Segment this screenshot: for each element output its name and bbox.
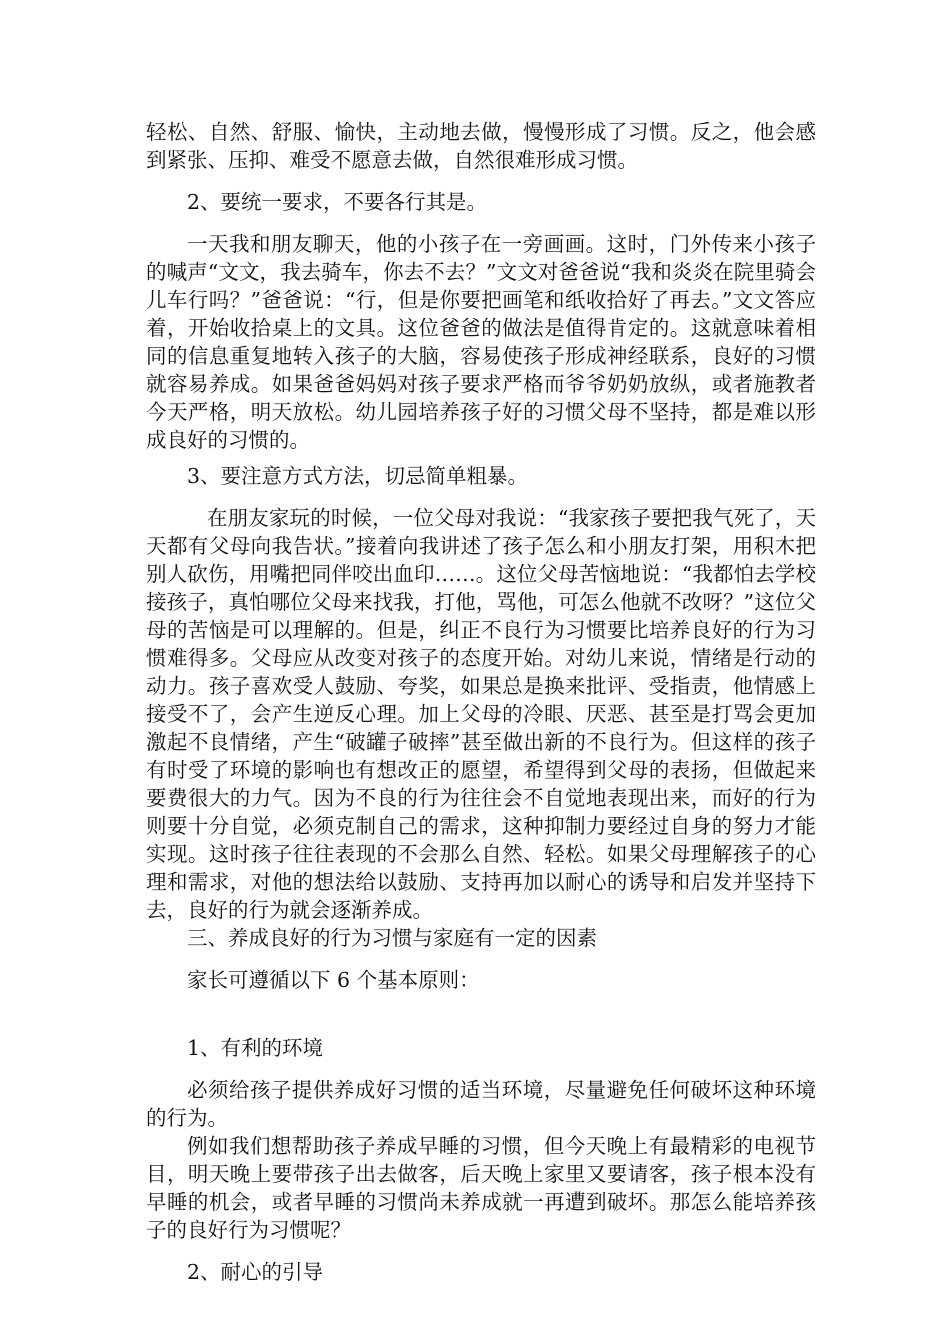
paragraph-early-sleep-example: 例如我们想帮助孩子养成早睡的习惯，但今天晚上有最精彩的电视节目，明天晚上要带孩子出去做客，后天晚上家里又要请客，孩子根本没有早睡的机会，或者早睡的习惯尚未养成就一再遭到破坏。那怎么能培养孩子的良好行为习惯呢？ [146,1134,816,1242]
document-page [146,118,816,1286]
paragraph-continuation: 轻松、自然、舒服、愉快，主动地去做，慢慢形成了习惯。反之，他会感到紧张、压抑、难受不愿意去做，自然很难形成习惯。 [146,120,816,172]
paragraph-environment: 必须给孩子提供养成好习惯的适当环境，尽量避免任何破坏这种环境的行为。 [146,1078,816,1130]
heading-patient-guidance: 2、耐心的引导 [187,1260,324,1284]
section-heading-family-factors: 三、养成良好的行为习惯与家庭有一定的因素 [187,926,597,950]
paragraph-story-friend: 在朋友家玩的时候，一位父母对我说：“我家孩子要把我气死了，天天都有父母向我告状。”接着向我讲述了孩子怎么和小朋友打架，用积木把别人砍伤，用嘴把同伴咬出血印……。这位父母苦恼地说：“我都怕去学校接孩子，真怕哪位父母来找我，打他，骂他，可怎么他就不改呀？”这位父母的苦恼是可以理解的。但是，纠正不良行为习惯要比培养良好的行为习惯难得多。父母应从改变对孩子的态度开始。对幼儿来说，情绪是行动的动力。孩子喜欢受人鼓励、夸奖，如果总是换来批评、受指责，他情感上接受不了，会产生逆反心理。加上父母的冷眼、厌恶、甚至是打骂会更加激起不良情绪，产生“破罐子破摔”甚至做出新的不良行为。但这样的孩子有时受了环境的影响也有想改正的愿望，希望得到父母的表扬，但做起来要费很大的力气。因为不良的行为往往会不自觉地表现出来，而好的行为则要十分自觉，必须克制自己的需求，这种抑制力要经过自身的努力才能实现。这时孩子往往表现的不会那么自然、轻松。如果父母理解孩子的心理和需求，对他的想法给以鼓励、支持再加以耐心的诱导和启发并坚持下去，良好的行为就会逐渐养成。 [146,506,816,922]
heading-methods: 3、要注意方式方法，切忌简单粗暴。 [187,464,529,488]
paragraph-six-principles: 家长可遵循以下 6 个基本原则： [187,968,480,992]
heading-unified-requirements: 2、要统一要求，不要各行其是。 [187,190,488,214]
heading-favorable-environment: 1、有利的环境 [187,1036,324,1060]
paragraph-story-drawing: 一天我和朋友聊天，他的小孩子在一旁画画。这时，门外传来小孩子的喊声“文文，我去骑车，你去不去？”文文对爸爸说“我和炎炎在院里骑会儿车行吗？”爸爸说：“行，但是你要把画笔和纸收拾好了再去。”文文答应着，开始收拾桌上的文具。这位爸爸的做法是值得肯定的。这就意味着相同的信息重复地转入孩子的大脑，容易使孩子形成神经联系，良好的习惯就容易养成。如果爸爸妈妈对孩子要求严格而爷爷奶奶放纵，或者施教者今天严格，明天放松。幼儿园培养孩子好的习惯父母不坚持，都是难以形成良好的习惯的。 [146,232,816,452]
